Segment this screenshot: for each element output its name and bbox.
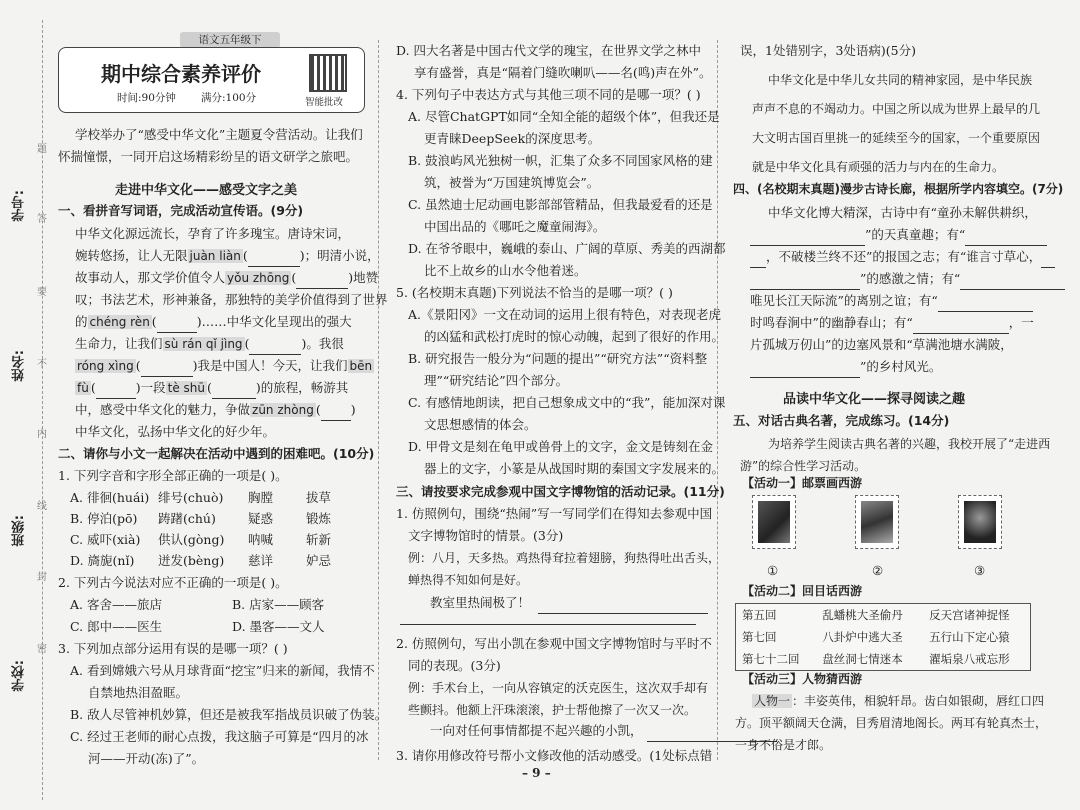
question-heading: 二、请你与小文一起解决在活动中遇到的困难吧。(10分) [58,446,375,461]
option-word: 迸发(bèng) [158,553,225,568]
answer-line [430,720,777,742]
option-b[interactable]: B. 鼓浪屿风光独树一帜，汇集了众多不同国家风格的建 [408,153,713,168]
passage-line: 就是中华文化具有顽强的活力与内在的生命力。 [752,160,1005,174]
option-a-cont: 的凶猛和武松打虎时的惊心动魄，起到了很好的作用。 [424,329,725,344]
passage-text: 我是中国人！今天，让我们 [197,358,348,373]
option-word: A. 徘徊(huái) [70,490,150,505]
option-word: 妒忌 [306,553,332,568]
option-word: 胸膛 [248,490,274,505]
page-title: 期中综合素养评价 [101,62,261,86]
answer-blank[interactable] [913,319,1009,334]
passage-text: 生命力，让我们 [75,336,163,351]
option-c[interactable]: C. 经过王老师的耐心点拨，我这脑子可算是“四月的冰 [70,729,369,744]
option-b[interactable]: B. 研究报告一般分为“问题的提出”“研究方法”“资料整 [408,351,708,366]
option-a-cont: 更青睐DeepSeek的深度思考。 [424,131,601,146]
answer-blank[interactable] [538,599,708,614]
question-heading: 四、(名校期末真题)漫步古诗长廊，根据所学内容填空。(7分) [733,182,1064,196]
answer-blank[interactable] [938,297,1033,312]
fill-line [750,290,1033,312]
passage-line: 游”的综合性学习活动。 [740,459,867,473]
question-stem: 3. 请你用修改符号帮小文修改他的活动感受。(1处标点错 [396,748,713,763]
answer-prompt: 一向对任何事情都提不起兴趣的小凯， [430,723,643,738]
pinyin-prompt: tè shū [167,381,206,395]
question-stem: 1. 下列字音和字形全部正确的一项是( )。 [58,468,288,483]
answer-blank[interactable] [960,275,1065,290]
passage-text: 中，感受中华文化的魅力，争做 [75,402,251,417]
option-word: 锻炼 [306,511,332,526]
question-stem: 5. (名校期末真题)下列说法不恰当的是哪一项？( ) [396,285,673,300]
fill-text: 唯见长江天际流”的离别之谊；有“ [750,293,938,308]
passage-text: ；明清小说， [304,248,380,263]
stamp-image [752,495,796,549]
option-word: 疑惑 [248,511,274,526]
option-d-cont: 享有盛誉，真是“隔着门缝吹喇叭——名(鸣)声在外”。 [414,65,712,80]
answer-blank[interactable] [249,340,301,355]
example-line: 例：手术台上，一向从容镇定的沃克医生，这次双手却有 [408,681,709,695]
pinyin-prompt: zūn zhòng [252,403,314,417]
question-stem: 2. 仿照例句，写出小凯在参观中国文字博物馆时与平时不 [396,636,712,651]
passage-text: 故事动人，那文学价值令人 [75,270,226,285]
answer-blank[interactable] [750,363,860,378]
table-cell: 盘丝洞七情迷本 [822,652,903,666]
option-b[interactable]: B. 店家——顾客 [232,597,325,612]
option-d[interactable]: D. 墨客——文人 [232,619,325,634]
question-stem-cont: 同的表现。(3分) [408,658,501,673]
passage-line: 的 chéng rèn ( )……中华文化呈现出的强大 [75,311,352,333]
option-row[interactable] [70,487,331,509]
answer-blank[interactable] [141,362,193,377]
activity-label: 【活动一】邮票画西游 [742,476,863,490]
table-cell: 第五回 [742,608,777,622]
option-word: C. 威吓(xià) [70,532,141,547]
passage-text: 。我很 [306,336,344,351]
binding-char: 内 [37,429,47,440]
question-stem-cont: 文字博物馆时的情景。(3分) [408,528,564,543]
option-word: 慈详 [248,553,274,568]
option-c[interactable]: C. 郎中——医生 [70,619,163,634]
table-cell: 八卦炉中逃大圣 [822,630,903,644]
column-divider [378,40,379,760]
intro-line: 学校举办了“感受中华文化”主题夏令营活动。让我们 [75,127,363,142]
student-no-label: 学号: [12,190,27,222]
pinyin-prompt: bēn [349,359,373,373]
question-stem: 1. 仿照例句，围绕“热闹”写一写同学们在得知去参观中国 [396,506,713,521]
passage-line: 中，感受中华文化的魅力，争做 zūn zhòng ( ) [75,399,356,421]
pinyin-prompt: róng xìng [77,359,134,373]
answer-blank[interactable] [1041,253,1055,268]
activity-label: 【活动二】回目话西游 [742,584,863,598]
chapter-table [735,603,1031,671]
option-a[interactable]: A. 客舍——旅店 [70,597,162,612]
answer-blank[interactable] [750,275,860,290]
qr-code[interactable] [309,54,347,92]
answer-blank[interactable] [212,384,256,399]
stamp-number: ② [872,563,884,578]
question-stem: 4. 下列句子中表达方式与其他三项不同的是哪一项？( ) [396,87,701,102]
option-c-cont: 文思想感情的体会。 [424,417,537,432]
passage-text: ……中华文化呈现出的强大 [201,314,352,329]
option-word: 踌躇(chú) [158,511,216,526]
option-d[interactable]: D. 甲骨文是刻在龟甲或兽骨上的文字，金文是铸刻在金 [408,439,714,454]
table-row [736,604,1031,627]
answer-line [430,592,708,614]
passage-line: 声声不息的不竭动力。中国之所以成为世界上最早的几 [752,102,1041,116]
riddle-line [752,690,1044,712]
passage-line: 中华文化是中华儿女共同的精神家园，是中华民族 [768,73,1033,87]
option-word: 拔草 [306,490,332,505]
passage-line: 大文明古国百里挑一的延续至今的国家，一个重要原因 [752,131,1041,145]
passage-text: 地赞 [353,270,379,285]
answer-blank[interactable] [750,231,865,246]
passage-line: 为培养学生阅读古典名著的兴趣，我校开展了“走进西 [768,437,1051,451]
fill-text: 时鸣春涧中”的幽静春山；有“ [750,315,913,330]
fill-line [750,224,1047,246]
option-word: 斩新 [306,532,332,547]
table-cell: 反天宫诸神捉怪 [929,608,1010,622]
person-label: 人物一 [754,694,791,708]
question-stem-cont: 误，1处错别字，3处语病)(5分) [740,43,916,58]
question-heading: 五、对话古典名著，完成练习。(14分) [733,413,950,428]
option-row[interactable] [70,550,331,572]
answer-blank[interactable] [157,318,197,333]
fill-text: ”的天真童趣；有“ [865,227,966,242]
fill-line [750,312,1034,334]
fill-text: ，一 [1008,315,1034,330]
answer-blank[interactable] [248,252,300,267]
riddle-text: ：丰姿英伟，相貌轩昂。齿白如银砌，唇红口四 [792,694,1045,708]
binding-char: 要 [37,287,47,298]
answer-blank[interactable] [96,384,136,399]
answer-blank[interactable] [750,253,766,268]
activity-label: 【活动三】人物猜西游 [742,672,863,686]
option-b[interactable]: B. 敌人尽管神机妙算，但还是被我军指战员识破了伪装。 [70,707,388,722]
answer-blank[interactable] [965,231,1047,246]
passage-line: 中华文化，弘扬中华文化的好少年。 [75,424,276,439]
fill-line: 片孤城万仞山”的边塞风景和“草满池塘水满陂， [750,337,1013,352]
stamp-number: ③ [974,563,986,578]
binding-char: 密 [37,644,47,655]
option-c-cont: 河——开动(冻)了”。 [88,751,205,766]
option-word: 呐喊 [248,532,274,547]
table-row [736,626,1031,648]
answer-blank[interactable] [321,406,351,421]
binding-char: 题 [37,144,47,155]
section-heading: 走进中华文化——感受文字之美 [115,183,298,198]
option-d-cont: 比不上故乡的山水令他着迷。 [424,263,587,278]
passage-line: 叹；书法艺术，形神兼备，那独特的美学价值得到了世界 [75,292,388,307]
option-word: D. 旖旎(nǐ) [70,553,135,568]
class-label: 班级: [12,515,27,547]
question-heading: 三、请按要求完成参观中国文字博物馆的活动记录。(11分) [396,484,725,499]
option-b-cont: 筑，被誉为“万国建筑博览会”。 [424,175,600,190]
school-label: 学校: [12,660,27,692]
pinyin-prompt: juàn liàn [189,249,241,263]
option-c-cont: 中国出品的《哪吒之魔童闹海》。 [424,219,606,234]
section-heading: 品读中华文化——探寻阅读之趣 [783,392,966,407]
option-row[interactable] [70,529,331,551]
table-cell: 第七回 [742,630,777,644]
exam-score: 满分:100分 [201,92,257,104]
fill-text: ，不破楼兰终不还”的报国之志；有“谁言寸草心， [766,249,1042,264]
fill-text: ”的乡村风光。 [860,359,942,374]
passage-line: 故事动人，那文学价值令人 yǒu zhōng ( )地赞 [75,267,378,289]
stamp-number: ① [767,563,779,578]
passage-line: róng xìng ( )我是中国人！今天，让我们 bēn [75,355,374,377]
table-cell: 濯垢泉八戒忘形 [929,652,1010,666]
fill-line: 中华文化博大精深，古诗中有“童孙未解供耕织， [768,205,1037,220]
passage-text: 的 [75,314,88,329]
exam-time: 时间:90分钟 [117,92,176,104]
passage-line: 生命力，让我们 sù rán qǐ jìng ( )。我很 [75,333,344,355]
title-box [58,47,365,113]
passage-text: 的旅程，畅游其 [260,380,349,395]
stamp-image [855,495,899,549]
pinyin-prompt: chéng rèn [89,315,150,329]
binding-char: 答 [37,214,47,225]
grade-tab: 语文五年级下 [180,32,280,48]
table-cell: 第七十二回 [742,652,800,666]
question-stem: 2. 下列古今说法对应不正确的一项是( )。 [58,575,288,590]
option-a[interactable]: A. 尽管ChatGPT如同“全知全能的超级个体”，但我还是 [408,109,720,124]
answer-blank[interactable] [296,274,348,289]
stamp-image [958,495,1002,549]
answer-prompt: 教室里热闹极了！ [430,595,531,610]
example-line: 蝉热得不知如何是好。 [408,573,529,587]
passage-text: 一段 [140,380,166,395]
option-row[interactable] [70,508,331,530]
fill-line [750,356,941,378]
passage-text: 婉转悠扬，让人无限 [75,248,188,263]
option-word: 供认(gòng) [158,532,225,547]
binding-char: 封 [37,572,47,583]
page-number: – 9 – [522,766,551,780]
intro-line: 怀揣憧憬，一同开启这场精彩纷呈的语文研学之旅吧。 [58,149,359,164]
option-d[interactable]: D. 在爷爷眼中，巍峨的泰山、广阔的草原、秀美的西湖都 [408,241,726,256]
option-word: B. 停泊(pō) [70,511,138,526]
table-cell: 五行山下定心猿 [929,630,1010,644]
question-stem: 3. 下列加点部分运用有误的是哪一项？( ) [58,641,288,656]
option-d-cont: 器上的文字，小篆是从战国时期的秦国文字发展来的。 [424,461,725,476]
pinyin-prompt: yǒu zhōng [227,271,290,285]
pinyin-prompt: fù [77,381,89,395]
passage-line: 婉转悠扬，让人无限 juàn liàn ( )；明清小说， [75,245,380,267]
option-a[interactable]: A.《景阳冈》一文在动词的运用上很有特色，对表现老虎 [408,307,722,322]
binding-char: 不 [37,359,47,370]
riddle-line: 方。顶平额阔天仓满，目秀眉清地阁长。两耳有轮真杰士， [735,716,1048,730]
option-b-cont: 理”“研究结论”四个部分。 [424,373,569,388]
option-a[interactable]: A. 看到嫦娥六号从月球背面“挖宝”归来的新闻，我情不 [70,663,375,678]
question-heading: 一、看拼音写词语，完成活动宣传语。(9分) [58,203,304,218]
answer-blank[interactable] [400,624,696,625]
smart-grading-label: 智能批改 [305,97,344,108]
example-line: 些颤抖。他额上汗珠滚滚，护士帮他擦了一次又一次。 [408,703,697,717]
fill-line [750,246,1055,268]
table-cell: 乱蟠桃大圣偷丹 [822,608,903,622]
binding-line [42,20,43,800]
option-a-cont: 自禁地热泪盈眶。 [88,685,189,700]
pinyin-prompt: sù rán qǐ jìng [164,337,243,351]
passage-line: fù ( )一段 tè shū ( )的旅程，畅游其 [75,377,348,399]
passage-line: 中华文化源远流长，孕育了许多瑰宝。唐诗宋词， [75,226,351,241]
option-d[interactable]: D. 四大名著是中国古代文学的瑰宝，在世界文学之林中 [396,43,702,58]
option-c[interactable]: C. 有感情地朗读，把自己想象成文中的“我”，能加深对课 [408,395,726,410]
option-c[interactable]: C. 虽然迪士尼动画电影部部管精品，但我最爱看的还是 [408,197,713,212]
binding-char: 线 [37,501,47,512]
example-line: 例：八月，天多热。鸡热得耷拉着翅膀，狗热得吐出舌头， [408,551,721,565]
name-label: 姓名: [12,350,27,382]
fill-line [750,268,1065,290]
option-word: 绯号(chuò) [158,490,224,505]
riddle-line: 一身不俗是才郎。 [735,738,832,752]
fill-text: ”的感激之情；有“ [860,271,961,286]
